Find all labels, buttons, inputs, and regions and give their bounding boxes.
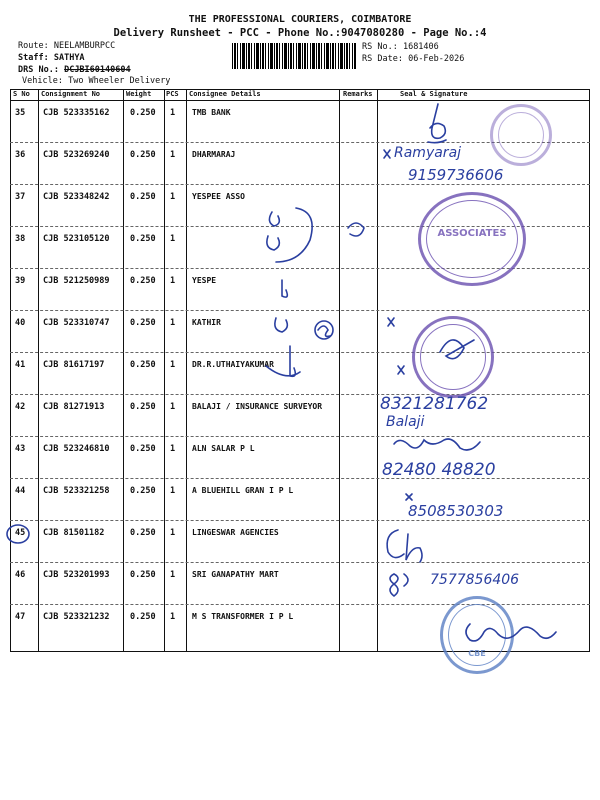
row-consignee: M S TRANSFORMER I P L (192, 612, 294, 621)
staff-value: SATHYA (53, 53, 85, 63)
row-pcs: 1 (170, 444, 176, 454)
vehicle-label: Vehicle: (22, 76, 63, 86)
row-sno: 43 (15, 444, 26, 454)
row-consignment: CJB 523310747 (43, 318, 110, 328)
rs-date-value: 06-Feb-2026 (408, 54, 465, 64)
handwritten-name: Ramyaraj (394, 145, 462, 161)
row-pcs: 1 (170, 612, 176, 622)
row-weight: 0.250 (130, 444, 156, 454)
col-weight: Weight (126, 90, 152, 98)
company-title: THE PROFESSIONAL COURIERS, COIMBATORE (188, 14, 412, 25)
row-sno: 38 (15, 234, 26, 244)
row-sno: 42 (15, 402, 26, 412)
runsheet-subtitle: Delivery Runsheet - PCC - Phone No.:9047080280 - Page No.:4 (113, 27, 487, 39)
row-weight: 0.250 (130, 192, 156, 202)
row-pcs: 1 (170, 150, 176, 160)
row-consignment: CJB 81617197 (43, 360, 105, 370)
row-sno: 36 (15, 150, 26, 160)
staff-line (18, 53, 85, 63)
row-sno: 35 (15, 108, 26, 118)
row-consignment: CJB 81501182 (43, 528, 105, 538)
handwritten-phone: 7577856406 (430, 572, 520, 588)
row-sno: 37 (15, 192, 26, 202)
row-consignment: CJB 523269240 (43, 150, 110, 160)
row-consignee: DHARMARAJ (192, 150, 236, 159)
stamp-text: CBE (468, 649, 486, 659)
col-seal-signature: Seal & Signature (400, 90, 468, 98)
table-row (0, 394, 600, 436)
rs-no-line (362, 42, 439, 52)
handwritten-phone: 82480 48820 (382, 460, 496, 480)
row-weight: 0.250 (130, 276, 156, 286)
row-consignment: CJB 523321258 (43, 486, 110, 496)
row-weight: 0.250 (130, 612, 156, 622)
row-consignee: A BLUEHILL GRAN I P L (192, 486, 294, 495)
row-sno: 41 (15, 360, 26, 370)
row-weight: 0.250 (130, 486, 156, 496)
cbe-stamp (440, 596, 514, 674)
route-label: Route: (18, 41, 49, 51)
row-weight: 0.250 (130, 402, 156, 412)
row-consignee: BALAJI / INSURANCE SURVEYOR (192, 402, 323, 411)
drs-line (18, 65, 131, 75)
row-consignment: CJB 81271913 (43, 402, 105, 412)
row-sno: 46 (15, 570, 26, 580)
table-row (0, 352, 600, 394)
route-line (18, 41, 115, 51)
row-weight: 0.250 (130, 570, 156, 580)
row-consignee: ALN SALAR P L (192, 444, 255, 453)
row-pcs: 1 (170, 108, 176, 118)
drs-label: DRS No.: (18, 65, 59, 75)
row-weight: 0.250 (130, 108, 156, 118)
row-consignee: SRI GANAPATHY MART (192, 570, 279, 579)
company-stamp (490, 104, 552, 166)
table-row (0, 310, 600, 352)
row-pcs: 1 (170, 570, 176, 580)
row-sno: 40 (15, 318, 26, 328)
route-value: NEELAMBURPCC (53, 41, 116, 51)
row-consignment: CJB 523201993 (43, 570, 110, 580)
row-sno: 44 (15, 486, 26, 496)
row-sno: 47 (15, 612, 26, 622)
row-consignment: CJB 523246810 (43, 444, 110, 454)
row-sno: 45 (15, 528, 26, 538)
table-row (0, 268, 600, 310)
associates-stamp (418, 192, 526, 286)
stamp-text: ASSOCIATES (437, 228, 507, 240)
row-sno: 39 (15, 276, 26, 286)
rs-no-label: RS No.: (362, 42, 398, 52)
row-weight: 0.250 (130, 360, 156, 370)
col-sno: S No (13, 90, 30, 98)
vehicle-line (22, 76, 170, 86)
row-consignment: CJB 523105120 (43, 234, 110, 244)
table-row (0, 436, 600, 478)
row-pcs: 1 (170, 276, 176, 286)
row-pcs: 1 (170, 192, 176, 202)
row-pcs: 1 (170, 528, 176, 538)
row-pcs: 1 (170, 318, 176, 328)
rs-date-line (362, 54, 464, 64)
row-consignment: CJB 523348242 (43, 192, 110, 202)
barcode (232, 43, 356, 69)
rs-date-label: RS Date: (362, 54, 403, 64)
col-consignee: Consignee Details (189, 90, 261, 98)
table-row (0, 520, 600, 562)
row-pcs: 1 (170, 360, 176, 370)
row-weight: 0.250 (130, 318, 156, 328)
handwritten-name: Balaji (386, 414, 425, 430)
row-consignee: KATHIR (192, 318, 221, 327)
handwritten-phone: 9159736606 (408, 166, 504, 184)
row-consignee: TMB BANK (192, 108, 231, 117)
row-consignee: YESPE (192, 276, 217, 285)
handwritten-phone: 8321281762 (380, 394, 489, 414)
drs-value: DCJBI60140604 (64, 65, 131, 75)
round-stamp (412, 316, 494, 398)
row-consignment: CJB 521250989 (43, 276, 110, 286)
row-pcs: 1 (170, 402, 176, 412)
vehicle-value: Two Wheeler Delivery (68, 76, 171, 86)
row-weight: 0.250 (130, 234, 156, 244)
table-row (0, 478, 600, 520)
row-pcs: 1 (170, 486, 176, 496)
row-consignee: DR.R.UTHAIYAKUMAR (192, 360, 274, 369)
handwritten-phone: 8508530303 (408, 502, 504, 520)
row-consignee: LINGESWAR AGENCIES (192, 528, 279, 537)
row-weight: 0.250 (130, 528, 156, 538)
staff-label: Staff: (18, 53, 49, 63)
col-pcs: PCS (166, 90, 179, 98)
col-consignment: Consignment No (41, 90, 101, 98)
row-consignment: CJB 523335162 (43, 108, 110, 118)
rs-no-value: 1681406 (402, 42, 439, 52)
row-consignment: CJB 523321232 (43, 612, 110, 622)
col-remarks: Remarks (343, 90, 373, 98)
row-consignee: YESPEE ASSO (192, 192, 245, 201)
row-pcs: 1 (170, 234, 176, 244)
row-weight: 0.250 (130, 150, 156, 160)
